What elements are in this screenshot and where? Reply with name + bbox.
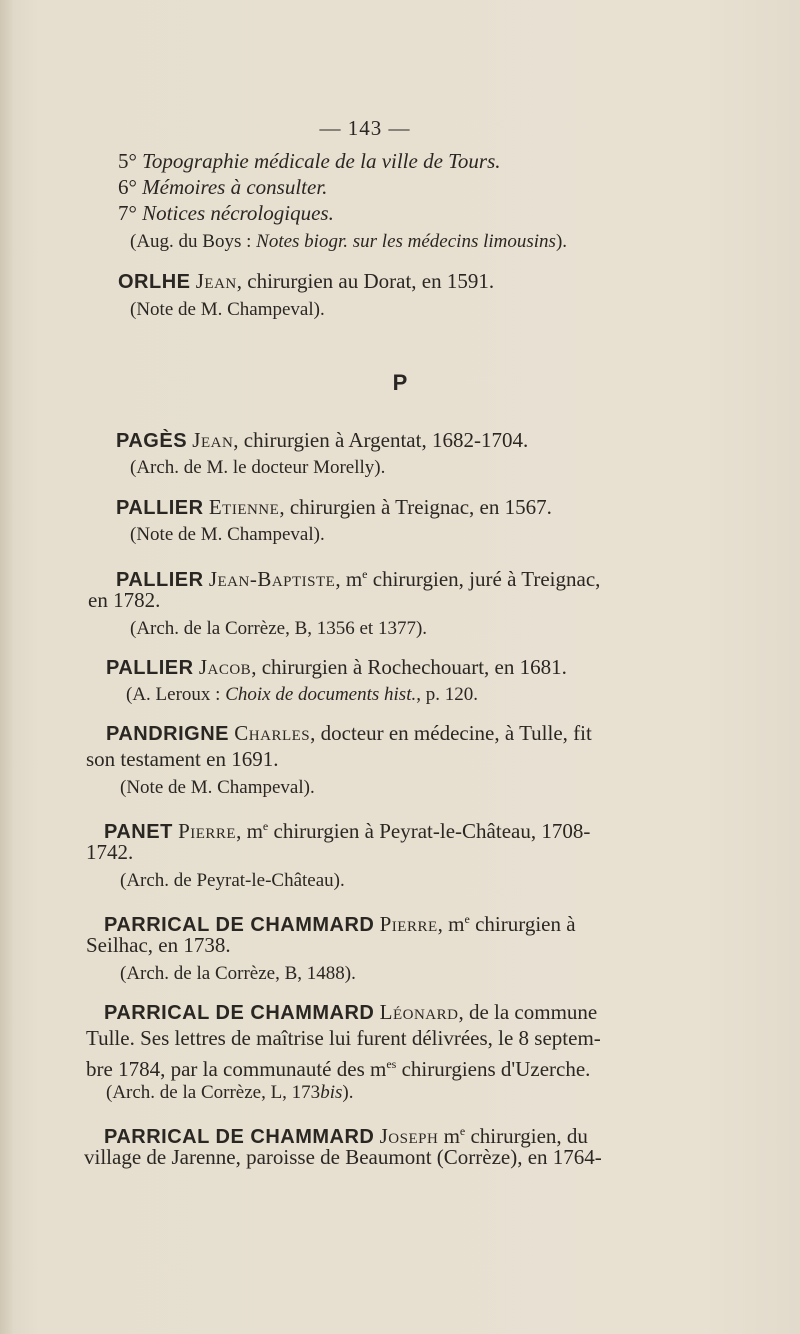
entry-heading: PAGÈS Jean, chirurgien à Argentat, 1682-1704. bbox=[116, 428, 529, 452]
entry-name: PALLIER bbox=[116, 497, 204, 519]
entry-continuation: bre 1784, par la communauté des $m^{es}$ chirurgiens d'Uzerche. bbox=[86, 1057, 591, 1081]
entry-given-name: Etienne bbox=[208, 495, 280, 519]
entry-heading: ORLHE Jean, chirurgien au Dorat, en 1591. bbox=[118, 269, 495, 293]
entry-name: PALLIER bbox=[106, 657, 194, 679]
entry-continuation: village de Jarenne, paroisse de Beaumont (Corrèze), en 1764- bbox=[84, 1145, 602, 1169]
entry-given-name: Jean bbox=[192, 428, 234, 452]
source-line: (A. Leroux : Choix de documents hist., p. 120. bbox=[126, 684, 478, 705]
list-item bbox=[118, 174, 327, 200]
source-line: (Arch. de la Corrèze, L, 173bis). bbox=[106, 1082, 354, 1103]
entry-name: ORLHE bbox=[118, 271, 191, 293]
entry-continuation: Seilhac, en 1738. bbox=[86, 933, 231, 957]
entry-given-name: Jean bbox=[195, 269, 237, 293]
page-number: — 143 — bbox=[319, 116, 411, 140]
entry-continuation: son testament en 1691. bbox=[86, 747, 279, 771]
entry-given-name: Charles bbox=[234, 721, 311, 745]
source-line: (Arch. de M. le docteur Morelly). bbox=[130, 457, 386, 478]
section-letter: P bbox=[392, 370, 408, 395]
entry-name: PAGÈS bbox=[116, 430, 188, 452]
entry-heading: PARRICAL DE CHAMMARD Léonard, de la commune bbox=[104, 1000, 598, 1024]
item-number: 7° bbox=[118, 201, 137, 225]
entry-heading: PANDRIGNE Charles, docteur en médecine, à Tulle, fit bbox=[106, 721, 592, 745]
entry-continuation: 1742. bbox=[86, 840, 134, 864]
list-item bbox=[118, 200, 334, 226]
item-title: Mémoires à consulter. bbox=[142, 175, 328, 199]
entry-heading: PARRICAL DE CHAMMARD Joseph $m^e$ chirurgien, du bbox=[104, 1124, 588, 1148]
source-line: (Arch. de la Corrèze, B, 1488). bbox=[120, 963, 356, 984]
source-line: (Arch. de Peyrat-le-Château). bbox=[120, 870, 345, 891]
entry-name: PALLIER bbox=[116, 569, 204, 591]
source-line: (Note de M. Champeval). bbox=[120, 777, 315, 798]
entry-heading: PALLIER Etienne, chirurgien à Treignac, en 1567. bbox=[116, 495, 552, 519]
entry-heading: PANET Pierre, $m^e$ chirurgien à Peyrat-le-Château, 1708- bbox=[104, 819, 591, 843]
entry-given-name: Jacob bbox=[198, 655, 252, 679]
source-line: (Note de M. Champeval). bbox=[130, 524, 325, 545]
entry-name: PANET bbox=[104, 821, 173, 843]
entry-continuation: en 1782. bbox=[88, 588, 161, 612]
entry-heading: PARRICAL DE CHAMMARD Pierre, $m^e$ chirurgien à bbox=[104, 912, 576, 936]
item-number: 5° bbox=[118, 149, 137, 173]
entry-heading: PALLIER Jacob, chirurgien à Rochechouart, en 1681. bbox=[106, 655, 567, 679]
item-title: Notices nécrologiques. bbox=[142, 201, 334, 225]
entry-heading: PALLIER Jean-Baptiste, $m^e$ chirurgien, juré à Treignac, bbox=[116, 567, 601, 591]
entry-continuation: Tulle. Ses lettres de maîtrise lui furent délivrées, le 8 septem- bbox=[86, 1026, 601, 1050]
source-line: (Aug. du Boys : Notes biogr. sur les médecins limousins). bbox=[130, 231, 568, 252]
item-title: Topographie médicale de la ville de Tours. bbox=[142, 149, 501, 173]
item-number: 6° bbox=[118, 175, 137, 199]
entry-name: PARRICAL DE CHAMMARD bbox=[104, 914, 375, 936]
entry-given-name: Pierre bbox=[178, 819, 237, 843]
entry-name: PARRICAL DE CHAMMARD bbox=[104, 1126, 375, 1148]
entry-given-name: Joseph bbox=[379, 1124, 439, 1148]
entry-name: PARRICAL DE CHAMMARD bbox=[104, 1002, 375, 1024]
list-item bbox=[118, 148, 501, 174]
source-line: (Note de M. Champeval). bbox=[130, 299, 325, 320]
entry-given-name: Pierre bbox=[379, 912, 438, 936]
entry-name: PANDRIGNE bbox=[106, 723, 230, 745]
source-line: (Arch. de la Corrèze, B, 1356 et 1377). bbox=[130, 618, 428, 639]
entry-given-name: Léonard bbox=[379, 1000, 459, 1024]
entry-given-name: Jean-Baptiste bbox=[208, 567, 336, 591]
